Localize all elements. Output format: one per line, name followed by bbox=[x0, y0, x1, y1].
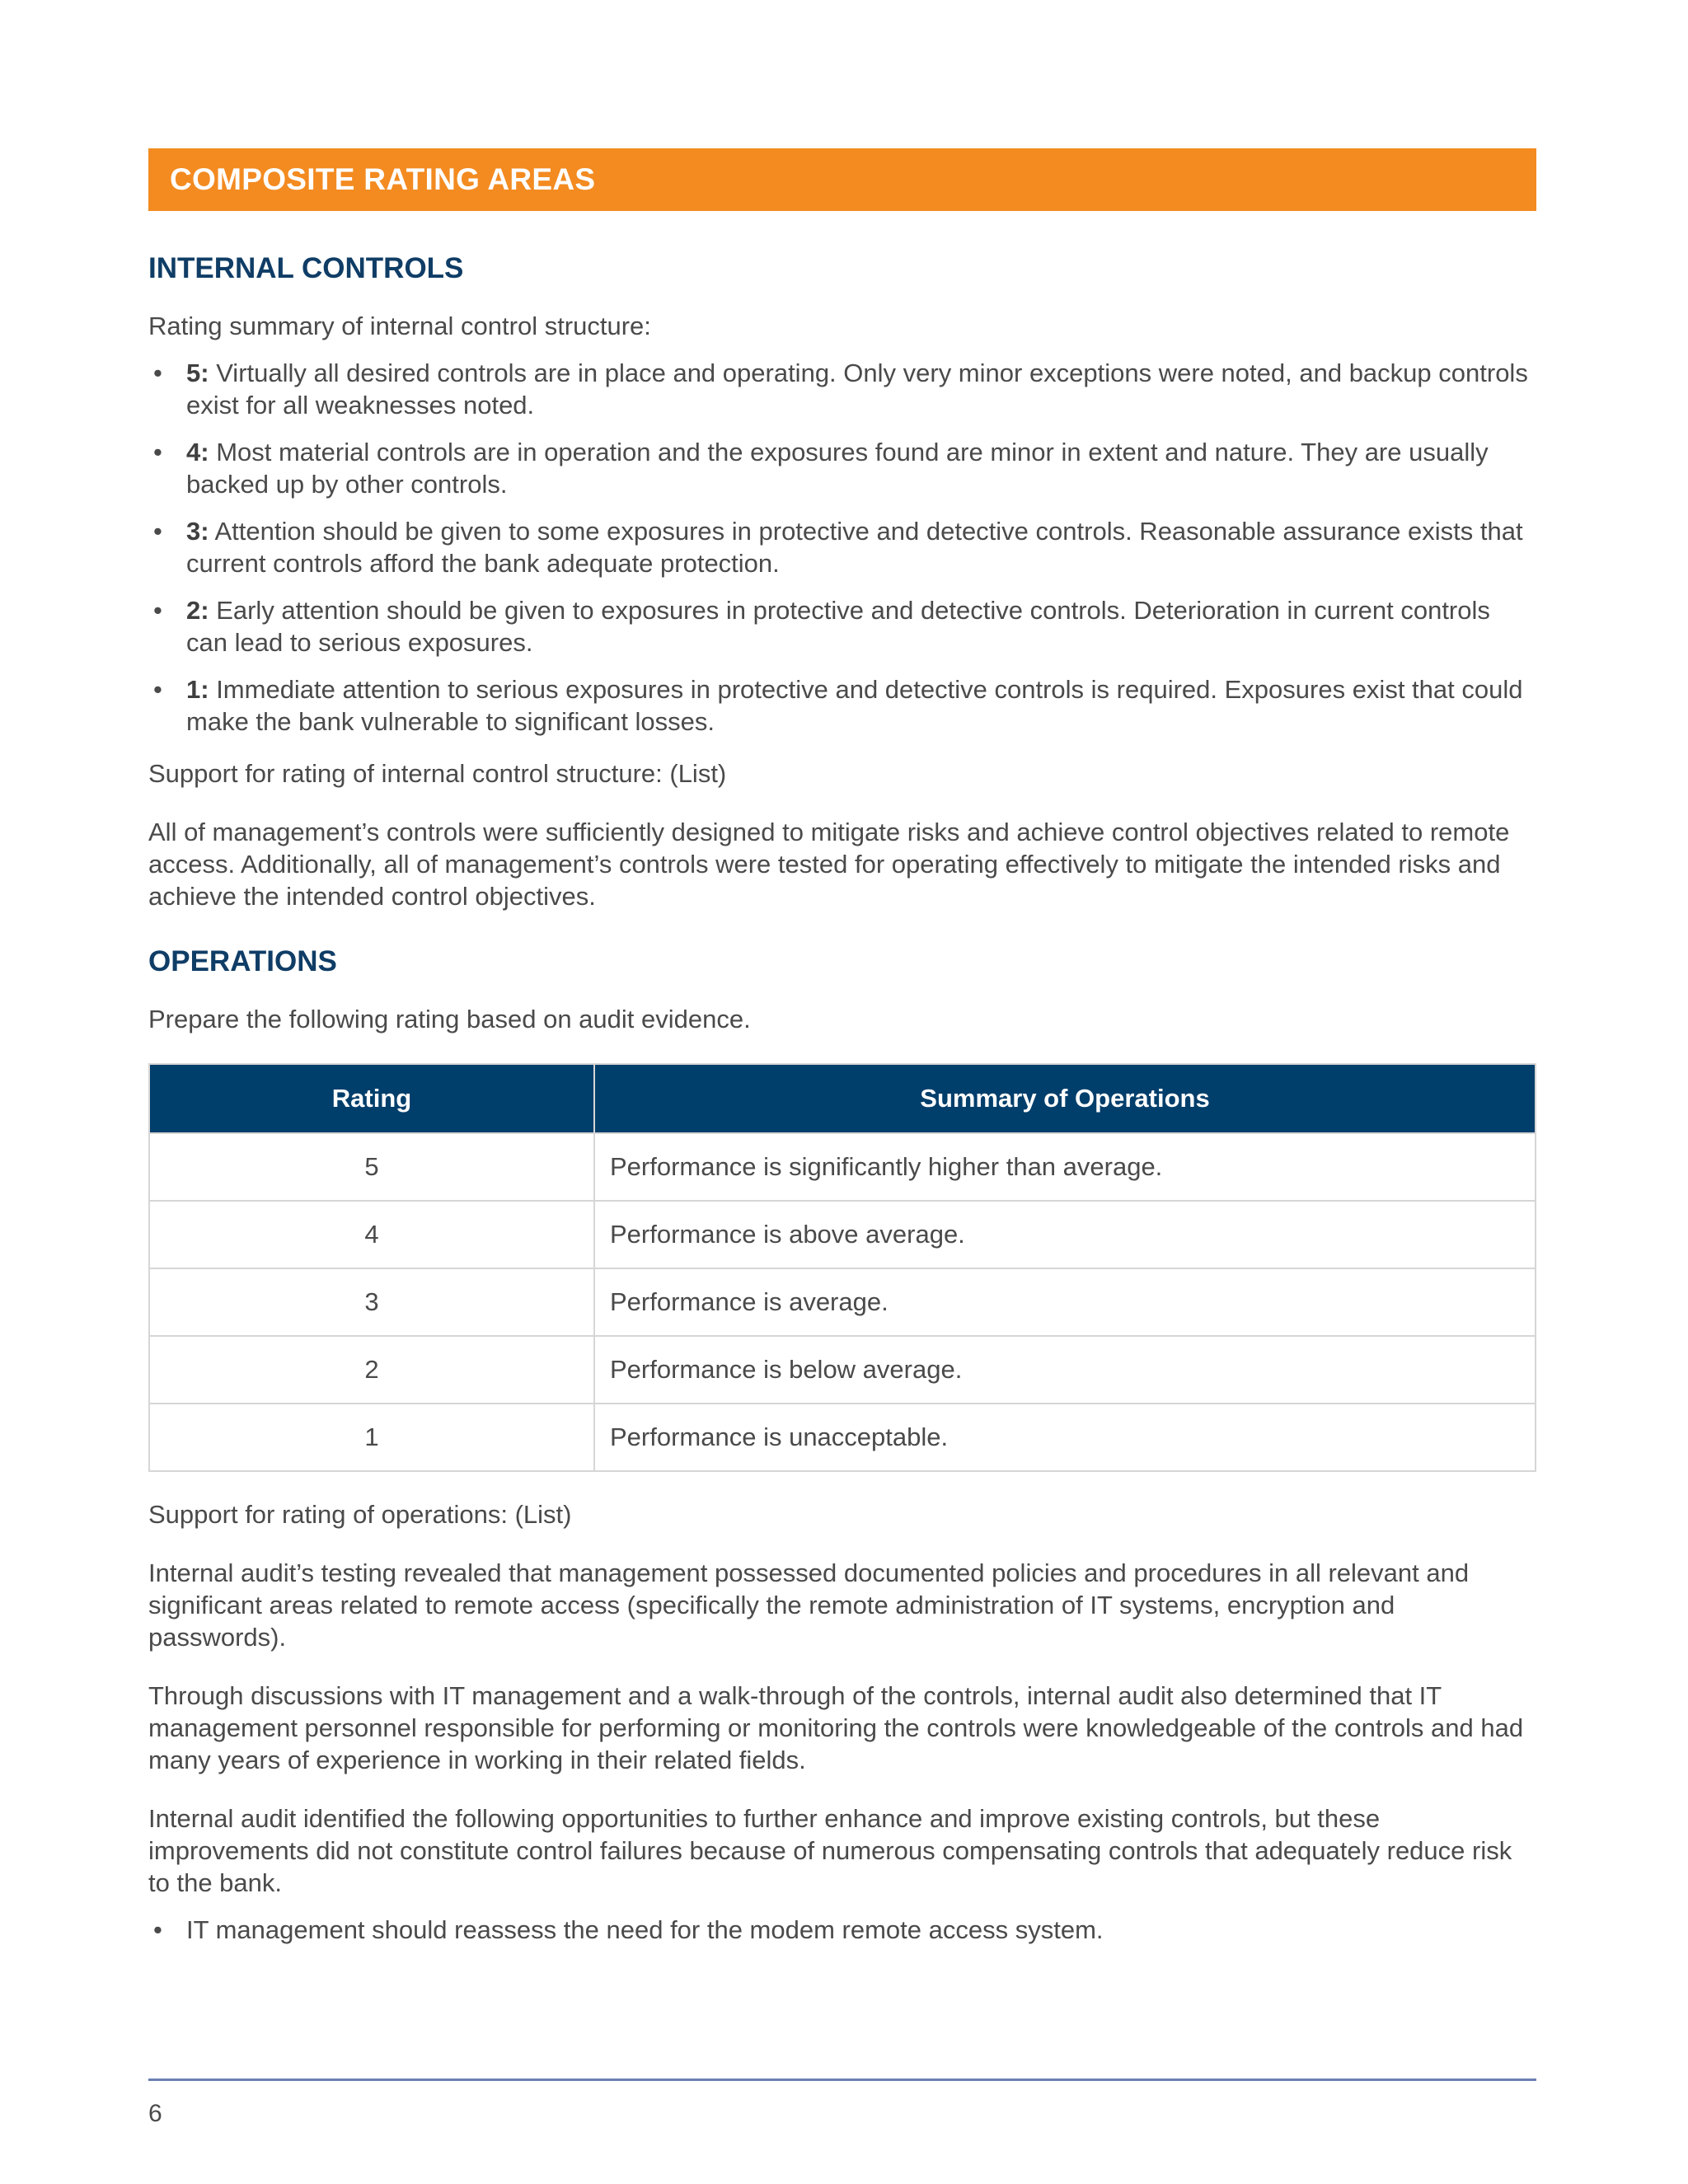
document-page bbox=[148, 148, 1536, 1961]
rating-text: Most material controls are in operation and the exposures found are minor in extent and nature. They are usually backed up by other controls. bbox=[186, 438, 1489, 499]
summary-cell: Performance is above average. bbox=[594, 1201, 1536, 1268]
summary-cell: Performance is below average. bbox=[594, 1336, 1536, 1404]
operations-support-label: Support for rating of operations: (List) bbox=[148, 1500, 572, 1529]
rating-label: 2: bbox=[186, 596, 209, 625]
rating-text: Attention should be given to some exposures in protective and detective controls. Reasonable assurance exists that current controls afford the bank adequate protection. bbox=[186, 517, 1523, 578]
operations-paragraph: Through discussions with IT management and a walk-through of the controls, internal audit also determined that IT management personnel responsible for performing or monitoring the controls were knowledgeable of the controls and had many years of experience in working in their related fields. bbox=[148, 1681, 1524, 1774]
rating-cell: 1 bbox=[149, 1404, 594, 1471]
bullet-icon: • bbox=[153, 675, 162, 704]
summary-cell: Performance is significantly higher than average. bbox=[594, 1133, 1536, 1201]
bullet-icon: • bbox=[153, 596, 162, 625]
summary-cell: Performance is unacceptable. bbox=[594, 1404, 1536, 1471]
table-row bbox=[149, 1268, 1536, 1336]
internal-controls-support-label: Support for rating of internal control structure: (List) bbox=[148, 759, 727, 788]
bullet-icon: • bbox=[153, 517, 162, 546]
bullet-icon: • bbox=[153, 359, 162, 387]
operations-paragraph: Internal audit identified the following opportunities to further enhance and improve existing controls, but these improvements did not constitute control failures because of numerous compensating controls that adequately reduce risk to the bank. bbox=[148, 1804, 1512, 1897]
rating-cell: 2 bbox=[149, 1336, 594, 1404]
column-header-summary: Summary of Operations bbox=[594, 1064, 1536, 1133]
list-item bbox=[148, 357, 1536, 421]
banner-title: COMPOSITE RATING AREAS bbox=[170, 162, 596, 196]
footer-divider bbox=[148, 2079, 1536, 2081]
operations-intro: Prepare the following rating based on audit evidence. bbox=[148, 1005, 751, 1033]
list-item bbox=[148, 436, 1536, 500]
summary-cell: Performance is average. bbox=[594, 1268, 1536, 1336]
column-header-rating: Rating bbox=[149, 1064, 594, 1133]
list-item bbox=[148, 673, 1536, 738]
operations-paragraph: Internal audit’s testing revealed that management possessed documented policies and procedures in all relevant and significant areas related to remote access (specifically the remote administration of IT systems, encryption and passwords). bbox=[148, 1558, 1470, 1652]
rating-label: 5: bbox=[186, 359, 209, 387]
operations-heading: OPERATIONS bbox=[148, 945, 337, 977]
table-header-row bbox=[149, 1064, 1536, 1133]
list-item bbox=[148, 515, 1536, 579]
internal-controls-heading: INTERNAL CONTROLS bbox=[148, 252, 464, 284]
rating-text: Virtually all desired controls are in place and operating. Only very minor exceptions were noted, and backup controls exist for all weaknesses noted. bbox=[186, 359, 1528, 419]
page-number: 6 bbox=[148, 2100, 162, 2127]
internal-controls-intro: Rating summary of internal control structure: bbox=[148, 312, 651, 340]
table-row bbox=[149, 1404, 1536, 1471]
rating-cell: 4 bbox=[149, 1201, 594, 1268]
rating-cell: 5 bbox=[149, 1133, 594, 1201]
list-item bbox=[148, 594, 1536, 658]
operations-rating-table bbox=[148, 1063, 1536, 1472]
section-banner bbox=[148, 148, 1536, 211]
rating-text: Early attention should be given to exposures in protective and detective controls. Deterioration in current controls can lead to serious exposures. bbox=[186, 596, 1490, 657]
bullet-icon: • bbox=[153, 438, 162, 466]
rating-text: Immediate attention to serious exposures in protective and detective controls is required. Exposures exist that could make the bank vulnerable to significant losses. bbox=[186, 675, 1523, 736]
rating-label: 4: bbox=[186, 438, 209, 466]
rating-label: 1: bbox=[186, 675, 209, 704]
bullet-icon: • bbox=[153, 1915, 162, 1944]
opportunity-text: IT management should reassess the need for the modem remote access system. bbox=[186, 1915, 1104, 1944]
list-item bbox=[148, 1914, 1536, 1946]
rating-cell: 3 bbox=[149, 1268, 594, 1336]
table-row bbox=[149, 1133, 1536, 1201]
rating-list bbox=[148, 357, 1536, 738]
opportunity-list bbox=[148, 1914, 1536, 1946]
table-row bbox=[149, 1336, 1536, 1404]
rating-label: 3: bbox=[186, 517, 209, 546]
table-row bbox=[149, 1201, 1536, 1268]
internal-controls-support-text: All of management’s controls were sufficiently designed to mitigate risks and achieve control objectives related to remote access. Additionally, all of management’s controls were tested for operating effectively to mitigate the intended risks and achieve the intended control objectives. bbox=[148, 818, 1510, 911]
